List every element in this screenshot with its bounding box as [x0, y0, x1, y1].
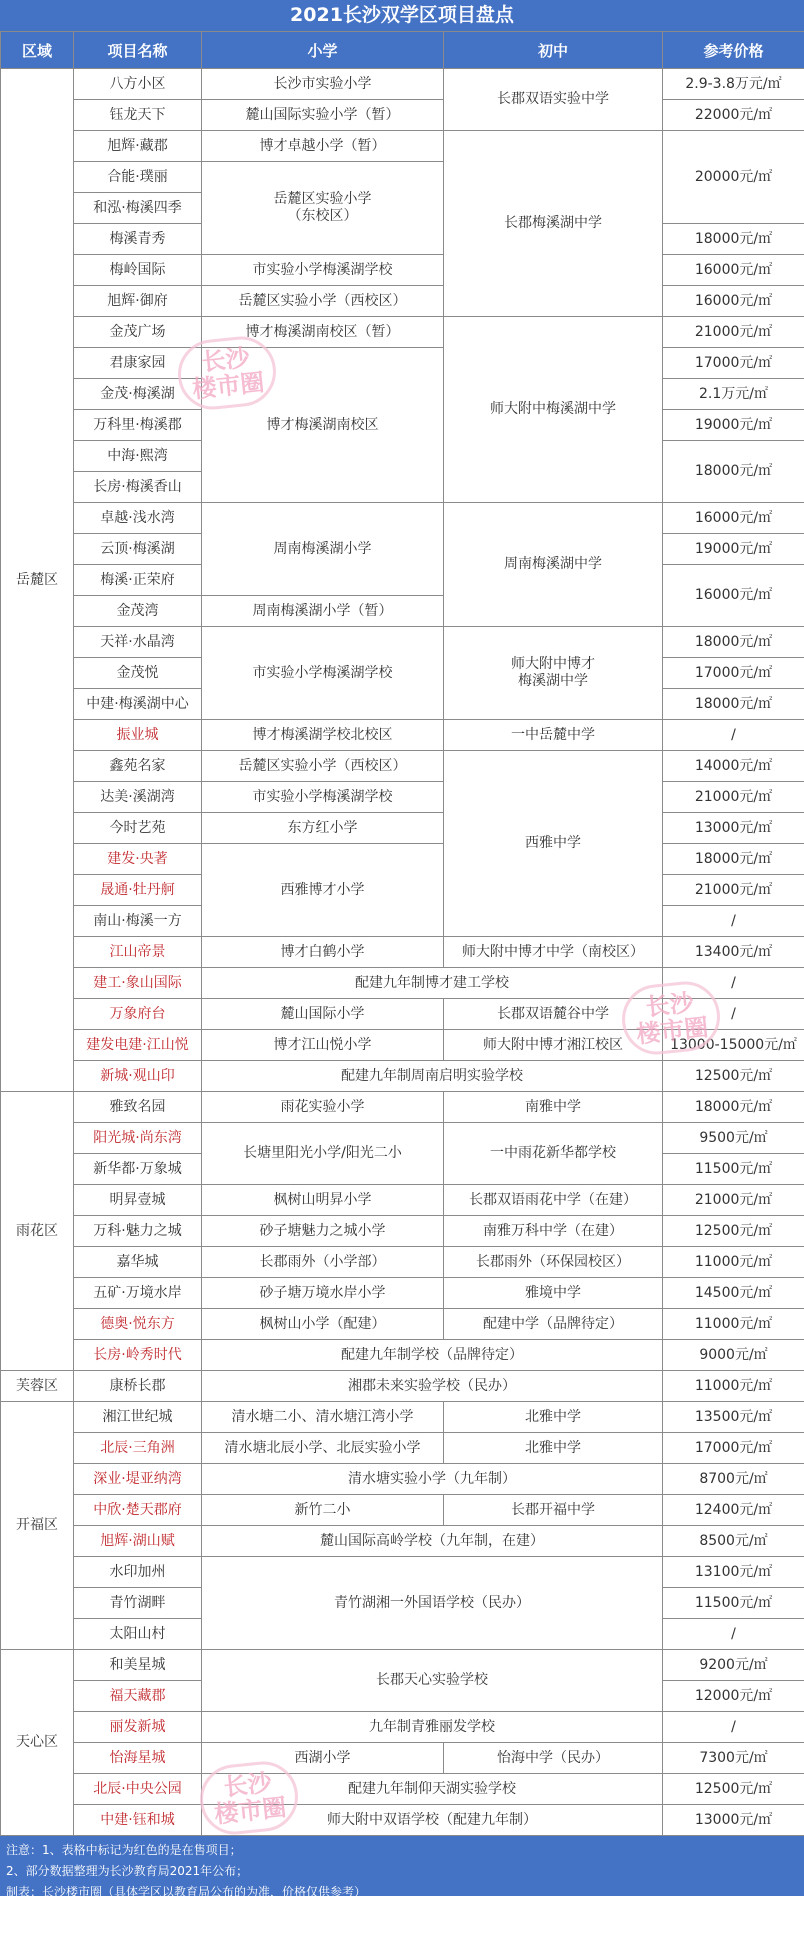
- project-cell: 南山·梅溪一方: [74, 906, 202, 937]
- table-title: 2021长沙双学区项目盘点: [0, 0, 804, 31]
- project-cell: 梅岭国际: [74, 255, 202, 286]
- middle-school-cell: 长郡梅溪湖中学: [444, 131, 663, 317]
- primary-school-cell: 岳麓区实验小学 （东校区）: [202, 162, 444, 255]
- table-row: [1, 1030, 804, 1061]
- table-row: [1, 1061, 804, 1092]
- table-row: [1, 348, 804, 379]
- project-cell: 振业城: [74, 720, 202, 751]
- price-cell: 11000元/㎡: [663, 1309, 804, 1340]
- project-cell: 万科·魅力之城: [74, 1216, 202, 1247]
- price-cell: 13000元/㎡: [663, 1805, 804, 1836]
- price-cell: 21000元/㎡: [663, 317, 804, 348]
- project-cell: 和泓·梅溪四季: [74, 193, 202, 224]
- price-cell: 21000元/㎡: [663, 782, 804, 813]
- table-row: [1, 1712, 804, 1743]
- price-cell: 19000元/㎡: [663, 410, 804, 441]
- note-line: 注意：1、表格中标记为红色的是在售项目；: [6, 1843, 242, 1857]
- price-cell: 16000元/㎡: [663, 565, 804, 627]
- price-cell: 17000元/㎡: [663, 348, 804, 379]
- table-row: [1, 1185, 804, 1216]
- project-cell: 新城·观山印: [74, 1061, 202, 1092]
- primary-school-cell: 博才梅溪湖南校区（暂）: [202, 317, 444, 348]
- price-cell: 12400元/㎡: [663, 1495, 804, 1526]
- price-cell: 11500元/㎡: [663, 1154, 804, 1185]
- project-cell: 嘉华城: [74, 1247, 202, 1278]
- project-cell: 五矿·万境水岸: [74, 1278, 202, 1309]
- project-cell: 怡海星城: [74, 1743, 202, 1774]
- table-row: [1, 968, 804, 999]
- project-cell: 明昇壹城: [74, 1185, 202, 1216]
- price-cell: 21000元/㎡: [663, 1185, 804, 1216]
- primary-school-cell: 枫树山小学（配建）: [202, 1309, 444, 1340]
- primary-school-cell: 市实验小学梅溪湖学校: [202, 627, 444, 720]
- combined-school-cell: 长郡天心实验学校: [202, 1650, 663, 1712]
- combined-school-cell: 湘郡未来实验学校（民办）: [202, 1371, 663, 1402]
- primary-school-cell: 枫树山明昇小学: [202, 1185, 444, 1216]
- middle-school-cell: 长郡双语实验中学: [444, 69, 663, 131]
- project-cell: 今时艺苑: [74, 813, 202, 844]
- school-district-table: [0, 31, 804, 1836]
- table-row: [1, 1371, 804, 1402]
- primary-school-cell: 砂子塘魅力之城小学: [202, 1216, 444, 1247]
- primary-school-cell: 博才卓越小学（暂）: [202, 131, 444, 162]
- primary-school-cell: 清水塘二小、清水塘江湾小学: [202, 1402, 444, 1433]
- project-cell: 建发·央著: [74, 844, 202, 875]
- price-cell: 2.9-3.8万元/㎡: [663, 69, 804, 100]
- middle-school-cell: 怡海中学（民办）: [444, 1743, 663, 1774]
- middle-school-cell: 北雅中学: [444, 1433, 663, 1464]
- middle-school-cell: 南雅万科中学（在建）: [444, 1216, 663, 1247]
- primary-school-cell: 长塘里阳光小学/阳光二小: [202, 1123, 444, 1185]
- project-cell: 太阳山村: [74, 1619, 202, 1650]
- project-cell: 新华都·万象城: [74, 1154, 202, 1185]
- primary-school-cell: 博才梅溪湖学校北校区: [202, 720, 444, 751]
- project-cell: 阳光城·尚东湾: [74, 1123, 202, 1154]
- combined-school-cell: 配建九年制仰天湖实验学校: [202, 1774, 663, 1805]
- table-row: [1, 844, 804, 875]
- primary-school-cell: 东方红小学: [202, 813, 444, 844]
- project-cell: 康桥长郡: [74, 1371, 202, 1402]
- project-cell: 钰龙天下: [74, 100, 202, 131]
- table-row: [1, 255, 804, 286]
- primary-school-cell: 砂子塘万境水岸小学: [202, 1278, 444, 1309]
- project-cell: 晟通·牡丹舸: [74, 875, 202, 906]
- price-cell: 18000元/㎡: [663, 844, 804, 875]
- note-line: 2、部分数据整理为长沙教育局2021年公布；: [6, 1864, 249, 1878]
- header-cell: 小学: [202, 32, 444, 69]
- project-cell: 青竹湖畔: [74, 1588, 202, 1619]
- project-cell: 金茂湾: [74, 596, 202, 627]
- price-cell: 12500元/㎡: [663, 1774, 804, 1805]
- table-row: [1, 317, 804, 348]
- project-cell: 万象府台: [74, 999, 202, 1030]
- project-cell: 江山帝景: [74, 937, 202, 968]
- project-cell: 中欣·楚天郡府: [74, 1495, 202, 1526]
- price-cell: 16000元/㎡: [663, 255, 804, 286]
- combined-school-cell: 九年制青雅丽发学校: [202, 1712, 663, 1743]
- price-cell: 7300元/㎡: [663, 1743, 804, 1774]
- price-cell: 14500元/㎡: [663, 1278, 804, 1309]
- project-cell: 金茂广场: [74, 317, 202, 348]
- table-row: [1, 1557, 804, 1588]
- price-cell: /: [663, 906, 804, 937]
- project-cell: 湘江世纪城: [74, 1402, 202, 1433]
- price-cell: 20000元/㎡: [663, 131, 804, 224]
- project-cell: 鑫苑名家: [74, 751, 202, 782]
- table-row: [1, 627, 804, 658]
- combined-school-cell: 青竹湖湘一外国语学校（民办）: [202, 1557, 663, 1650]
- middle-school-cell: 长郡开福中学: [444, 1495, 663, 1526]
- table-row: [1, 1123, 804, 1154]
- price-cell: 8500元/㎡: [663, 1526, 804, 1557]
- price-cell: 12500元/㎡: [663, 1216, 804, 1247]
- project-cell: 长房·梅溪香山: [74, 472, 202, 503]
- middle-school-cell: 一中雨花新华都学校: [444, 1123, 663, 1185]
- combined-school-cell: 清水塘实验小学（九年制）: [202, 1464, 663, 1495]
- primary-school-cell: 周南梅溪湖小学: [202, 503, 444, 596]
- price-cell: 17000元/㎡: [663, 658, 804, 689]
- note-line: 制表：长沙楼市圈（具体学区以教育局公布的为准，价格仅供参考）: [6, 1885, 367, 1899]
- price-cell: 2.1万元/㎡: [663, 379, 804, 410]
- project-cell: 金茂悦: [74, 658, 202, 689]
- middle-school-cell: 长郡双语雨花中学（在建）: [444, 1185, 663, 1216]
- price-cell: 16000元/㎡: [663, 503, 804, 534]
- middle-school-cell: 长郡双语麓谷中学: [444, 999, 663, 1030]
- watermark-logo: 长沙 楼市圈: [197, 1758, 302, 1838]
- project-cell: 中建·梅溪湖中心: [74, 689, 202, 720]
- table-row: [1, 1433, 804, 1464]
- table-row: [1, 937, 804, 968]
- primary-school-cell: 雨花实验小学: [202, 1092, 444, 1123]
- middle-school-cell: 师大附中梅溪湖中学: [444, 317, 663, 503]
- price-cell: 12000元/㎡: [663, 1681, 804, 1712]
- table-row: [1, 1526, 804, 1557]
- project-cell: 长房·岭秀时代: [74, 1340, 202, 1371]
- table-row: [1, 1743, 804, 1774]
- combined-school-cell: 麓山国际高岭学校（九年制，在建）: [202, 1526, 663, 1557]
- primary-school-cell: 周南梅溪湖小学（暂）: [202, 596, 444, 627]
- price-cell: 13000元/㎡: [663, 813, 804, 844]
- project-cell: 和美星城: [74, 1650, 202, 1681]
- price-cell: 13500元/㎡: [663, 1402, 804, 1433]
- project-cell: 达美·溪湖湾: [74, 782, 202, 813]
- combined-school-cell: 配建九年制周南启明实验学校: [202, 1061, 663, 1092]
- district-cell: 开福区: [1, 1402, 74, 1650]
- price-cell: 9500元/㎡: [663, 1123, 804, 1154]
- middle-school-cell: 南雅中学: [444, 1092, 663, 1123]
- price-cell: /: [663, 999, 804, 1030]
- table-row: [1, 69, 804, 100]
- price-cell: 18000元/㎡: [663, 441, 804, 503]
- middle-school-cell: 长郡雨外（环保园校区）: [444, 1247, 663, 1278]
- primary-school-cell: 麓山国际实验小学（暂）: [202, 100, 444, 131]
- price-cell: 18000元/㎡: [663, 1092, 804, 1123]
- district-cell: 雨花区: [1, 1092, 74, 1371]
- primary-school-cell: 长郡雨外（小学部）: [202, 1247, 444, 1278]
- project-cell: 深业·堤亚纳湾: [74, 1464, 202, 1495]
- project-cell: 建工·象山国际: [74, 968, 202, 999]
- district-cell: 岳麓区: [1, 69, 74, 1092]
- table-row: [1, 782, 804, 813]
- middle-school-cell: 周南梅溪湖中学: [444, 503, 663, 627]
- project-cell: 雅致名园: [74, 1092, 202, 1123]
- project-cell: 旭辉·藏郡: [74, 131, 202, 162]
- project-cell: 德奥·悦东方: [74, 1309, 202, 1340]
- middle-school-cell: 师大附中博才湘江校区: [444, 1030, 663, 1061]
- price-cell: /: [663, 720, 804, 751]
- table-row: [1, 813, 804, 844]
- table-row: [1, 1805, 804, 1836]
- primary-school-cell: 博才白鹤小学: [202, 937, 444, 968]
- header-row: [1, 32, 804, 69]
- project-cell: 卓越·浅水湾: [74, 503, 202, 534]
- project-cell: 君康家园: [74, 348, 202, 379]
- middle-school-cell: 北雅中学: [444, 1402, 663, 1433]
- price-cell: 13000-15000元/㎡: [663, 1030, 804, 1061]
- middle-school-cell: 师大附中博才中学（南校区）: [444, 937, 663, 968]
- footnotes: [0, 1836, 804, 1899]
- project-cell: 丽发新城: [74, 1712, 202, 1743]
- table-row: [1, 1340, 804, 1371]
- primary-school-cell: 岳麓区实验小学（西校区）: [202, 286, 444, 317]
- price-cell: /: [663, 968, 804, 999]
- price-cell: 17000元/㎡: [663, 1433, 804, 1464]
- table-row: [1, 1216, 804, 1247]
- table-row: [1, 131, 804, 162]
- project-cell: 中海·熙湾: [74, 441, 202, 472]
- table-row: [1, 999, 804, 1030]
- district-cell: 芙蓉区: [1, 1371, 74, 1402]
- primary-school-cell: 清水塘北辰小学、北辰实验小学: [202, 1433, 444, 1464]
- watermark-logo: 长沙 楼市圈: [619, 978, 724, 1058]
- primary-school-cell: 长沙市实验小学: [202, 69, 444, 100]
- price-cell: 13400元/㎡: [663, 937, 804, 968]
- project-cell: 天祥·水晶湾: [74, 627, 202, 658]
- project-cell: 八方小区: [74, 69, 202, 100]
- primary-school-cell: 博才江山悦小学: [202, 1030, 444, 1061]
- price-cell: /: [663, 1619, 804, 1650]
- table-row: [1, 1402, 804, 1433]
- primary-school-cell: 新竹二小: [202, 1495, 444, 1526]
- combined-school-cell: 配建九年制博才建工学校: [202, 968, 663, 999]
- middle-school-cell: 配建中学（品牌待定）: [444, 1309, 663, 1340]
- project-cell: 合能·璞丽: [74, 162, 202, 193]
- combined-school-cell: 配建九年制学校（品牌待定）: [202, 1340, 663, 1371]
- price-cell: 11500元/㎡: [663, 1588, 804, 1619]
- project-cell: 云顶·梅溪湖: [74, 534, 202, 565]
- table-row: [1, 1774, 804, 1805]
- table-row: [1, 1092, 804, 1123]
- table-row: [1, 503, 804, 534]
- primary-school-cell: 市实验小学梅溪湖学校: [202, 255, 444, 286]
- price-cell: 18000元/㎡: [663, 689, 804, 720]
- table-row: [1, 286, 804, 317]
- primary-school-cell: 西雅博才小学: [202, 844, 444, 937]
- middle-school-cell: 师大附中博才 梅溪湖中学: [444, 627, 663, 720]
- project-cell: 建发电建·江山悦: [74, 1030, 202, 1061]
- header-cell: 区域: [1, 32, 74, 69]
- primary-school-cell: 岳麓区实验小学（西校区）: [202, 751, 444, 782]
- price-cell: 13100元/㎡: [663, 1557, 804, 1588]
- table-row: [1, 1309, 804, 1340]
- table-row: [1, 720, 804, 751]
- project-cell: 旭辉·湖山赋: [74, 1526, 202, 1557]
- price-cell: 22000元/㎡: [663, 100, 804, 131]
- table-row: [1, 1495, 804, 1526]
- project-cell: 旭辉·御府: [74, 286, 202, 317]
- primary-school-cell: 麓山国际小学: [202, 999, 444, 1030]
- primary-school-cell: 西湖小学: [202, 1743, 444, 1774]
- middle-school-cell: 西雅中学: [444, 751, 663, 937]
- middle-school-cell: 雅境中学: [444, 1278, 663, 1309]
- combined-school-cell: 师大附中双语学校（配建九年制）: [202, 1805, 663, 1836]
- table-row: [1, 1247, 804, 1278]
- table-row: [1, 1464, 804, 1495]
- middle-school-cell: 一中岳麓中学: [444, 720, 663, 751]
- price-cell: 18000元/㎡: [663, 224, 804, 255]
- header-cell: 初中: [444, 32, 663, 69]
- project-cell: 金茂·梅溪湖: [74, 379, 202, 410]
- table-row: [1, 100, 804, 131]
- project-cell: 福天藏郡: [74, 1681, 202, 1712]
- header-cell: 参考价格: [663, 32, 804, 69]
- price-cell: 14000元/㎡: [663, 751, 804, 782]
- project-cell: 水印加州: [74, 1557, 202, 1588]
- district-cell: 天心区: [1, 1650, 74, 1836]
- price-cell: 18000元/㎡: [663, 627, 804, 658]
- price-cell: 11000元/㎡: [663, 1371, 804, 1402]
- table-row: [1, 751, 804, 782]
- price-cell: 21000元/㎡: [663, 875, 804, 906]
- primary-school-cell: 市实验小学梅溪湖学校: [202, 782, 444, 813]
- price-cell: 19000元/㎡: [663, 534, 804, 565]
- price-cell: 16000元/㎡: [663, 286, 804, 317]
- project-cell: 中建·钰和城: [74, 1805, 202, 1836]
- price-cell: 9000元/㎡: [663, 1340, 804, 1371]
- table-row: [1, 1650, 804, 1681]
- project-cell: 梅溪·正荣府: [74, 565, 202, 596]
- project-cell: 北辰·三角洲: [74, 1433, 202, 1464]
- table-row: [1, 1278, 804, 1309]
- price-cell: 9200元/㎡: [663, 1650, 804, 1681]
- price-cell: 8700元/㎡: [663, 1464, 804, 1495]
- price-cell: /: [663, 1712, 804, 1743]
- primary-school-cell: 博才梅溪湖南校区: [202, 348, 444, 503]
- price-cell: 11000元/㎡: [663, 1247, 804, 1278]
- price-cell: 12500元/㎡: [663, 1061, 804, 1092]
- watermark-logo: 长沙 楼市圈: [175, 333, 280, 413]
- project-cell: 北辰·中央公园: [74, 1774, 202, 1805]
- project-cell: 万科里·梅溪郡: [74, 410, 202, 441]
- project-cell: 梅溪青秀: [74, 224, 202, 255]
- header-cell: 项目名称: [74, 32, 202, 69]
